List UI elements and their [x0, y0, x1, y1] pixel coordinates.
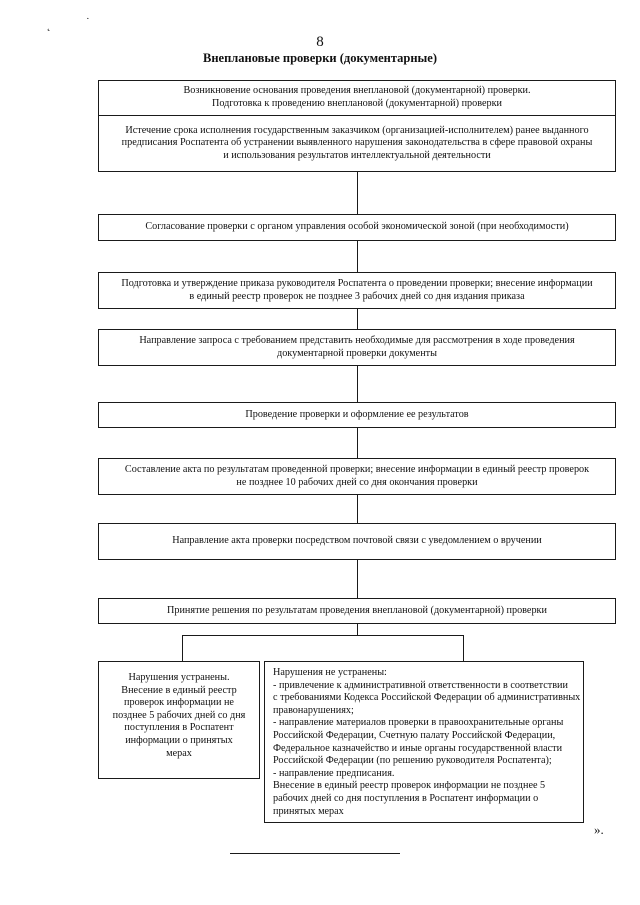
text-line: Федеральное казначейство и иные органы государственной власти — [273, 742, 563, 754]
flow-step-decision — [98, 598, 616, 624]
page-title: Внеплановые проверки (документарные) — [202, 51, 438, 65]
text-line: Согласование проверки с органом управления особой экономической зоной (при необходимости) — [145, 221, 569, 233]
text-line: мерах — [166, 747, 192, 759]
text-line: с требованиями Кодекса Российской Федерации об административных — [273, 692, 581, 704]
text-line: Проведение проверки и оформление ее результатов — [245, 408, 469, 420]
connector-line — [357, 309, 358, 329]
text-line: Подготовка к проведению внеплановой (документарной) проверки — [212, 98, 502, 109]
text-line: Российской Федерации (по решению руководителя Роспатента); — [273, 755, 552, 767]
text-line: - привлечение к административной ответственности в соответствии — [273, 679, 568, 691]
text-line: позднее 5 рабочих дней со дня — [112, 709, 246, 721]
text-line: предписания Роспатента об устранении выявленного нарушения законодательства в сфере правовой охраны — [121, 137, 593, 149]
text-line: документарной проверки документы — [277, 347, 437, 359]
text-line: Направление акта проверки посредством почтовой связи с уведомлением о вручении — [172, 535, 542, 547]
text-line: в единый реестр проверок не позднее 3 рабочих дней со дня издания приказа — [189, 290, 525, 302]
flow-step-agreement — [98, 214, 616, 241]
connector-line — [357, 495, 358, 523]
text-line: принятых мерах — [273, 805, 344, 817]
footer-rule — [230, 853, 400, 854]
text-line: и использования результатов интеллектуальной деятельности — [223, 149, 491, 161]
text-line: Направление запроса с требованием представить необходимые для рассмотрения в ходе проведения — [139, 334, 575, 346]
corner-mark-2: ˙ — [86, 16, 90, 28]
text-line: Подготовка и утверждение приказа руководителя Роспатента о проведении проверки; внесение информации — [121, 277, 593, 289]
text-line: Истечение срока исполнения государственным заказчиком (организацией-исполнителем) ранее выданного — [125, 124, 589, 136]
text-line: Внесение в единый реестр проверок информации не позднее 5 — [273, 780, 546, 792]
text-line: информации о принятых — [125, 734, 233, 746]
text-line: Составление акта по результатам проведенной проверки; внесение информации в единый реестр проверок — [124, 463, 590, 475]
flow-step-order — [98, 272, 616, 309]
connector-line — [463, 635, 464, 661]
flow-step-expiry — [98, 115, 616, 172]
connector-line — [182, 635, 183, 661]
text-line: Возникновение основания проведения внеплановой (документарной) проверки. — [183, 85, 531, 97]
text-line: рабочих дней со дня поступления в Роспатент информации о — [273, 792, 539, 804]
text-line: Российской Федерации, Счетную палату Российской Федерации, — [273, 729, 556, 741]
flow-step-delivery — [98, 523, 616, 560]
branch-unresolved — [264, 661, 584, 823]
flow-step-request — [98, 329, 616, 366]
text-line: Принятие решения по результатам проведения внеплановой (документарной) проверки — [167, 604, 547, 616]
text-line: правонарушениях; — [273, 704, 354, 716]
corner-mark-1: ˛ — [47, 20, 51, 32]
text-line: - направление предписания. — [273, 767, 395, 779]
flow-step-inspection — [98, 402, 616, 428]
branch-resolved — [98, 661, 260, 779]
flow-step-origin — [98, 80, 616, 116]
connector-line — [357, 366, 358, 402]
flow-step-act — [98, 458, 616, 495]
text-line: не позднее 10 рабочих дней со дня окончания проверки — [236, 476, 478, 488]
text-line: Нарушения не устранены: — [273, 667, 387, 678]
connector-line — [357, 241, 358, 272]
connector-line — [182, 635, 464, 636]
closing-quote-mark: ». — [594, 822, 604, 837]
page-number: 8 — [316, 34, 324, 50]
text-line: поступления в Роспатент — [124, 722, 234, 734]
text-line: проверок информации не — [124, 697, 234, 709]
connector-line — [357, 624, 358, 635]
text-line: Нарушения устранены. — [128, 672, 230, 683]
text-line: - направление материалов проверки в правоохранительные органы — [273, 717, 564, 729]
connector-line — [357, 428, 358, 458]
connector-line — [357, 560, 358, 598]
text-line: Внесение в единый реестр — [121, 684, 237, 696]
connector-line — [357, 172, 358, 214]
